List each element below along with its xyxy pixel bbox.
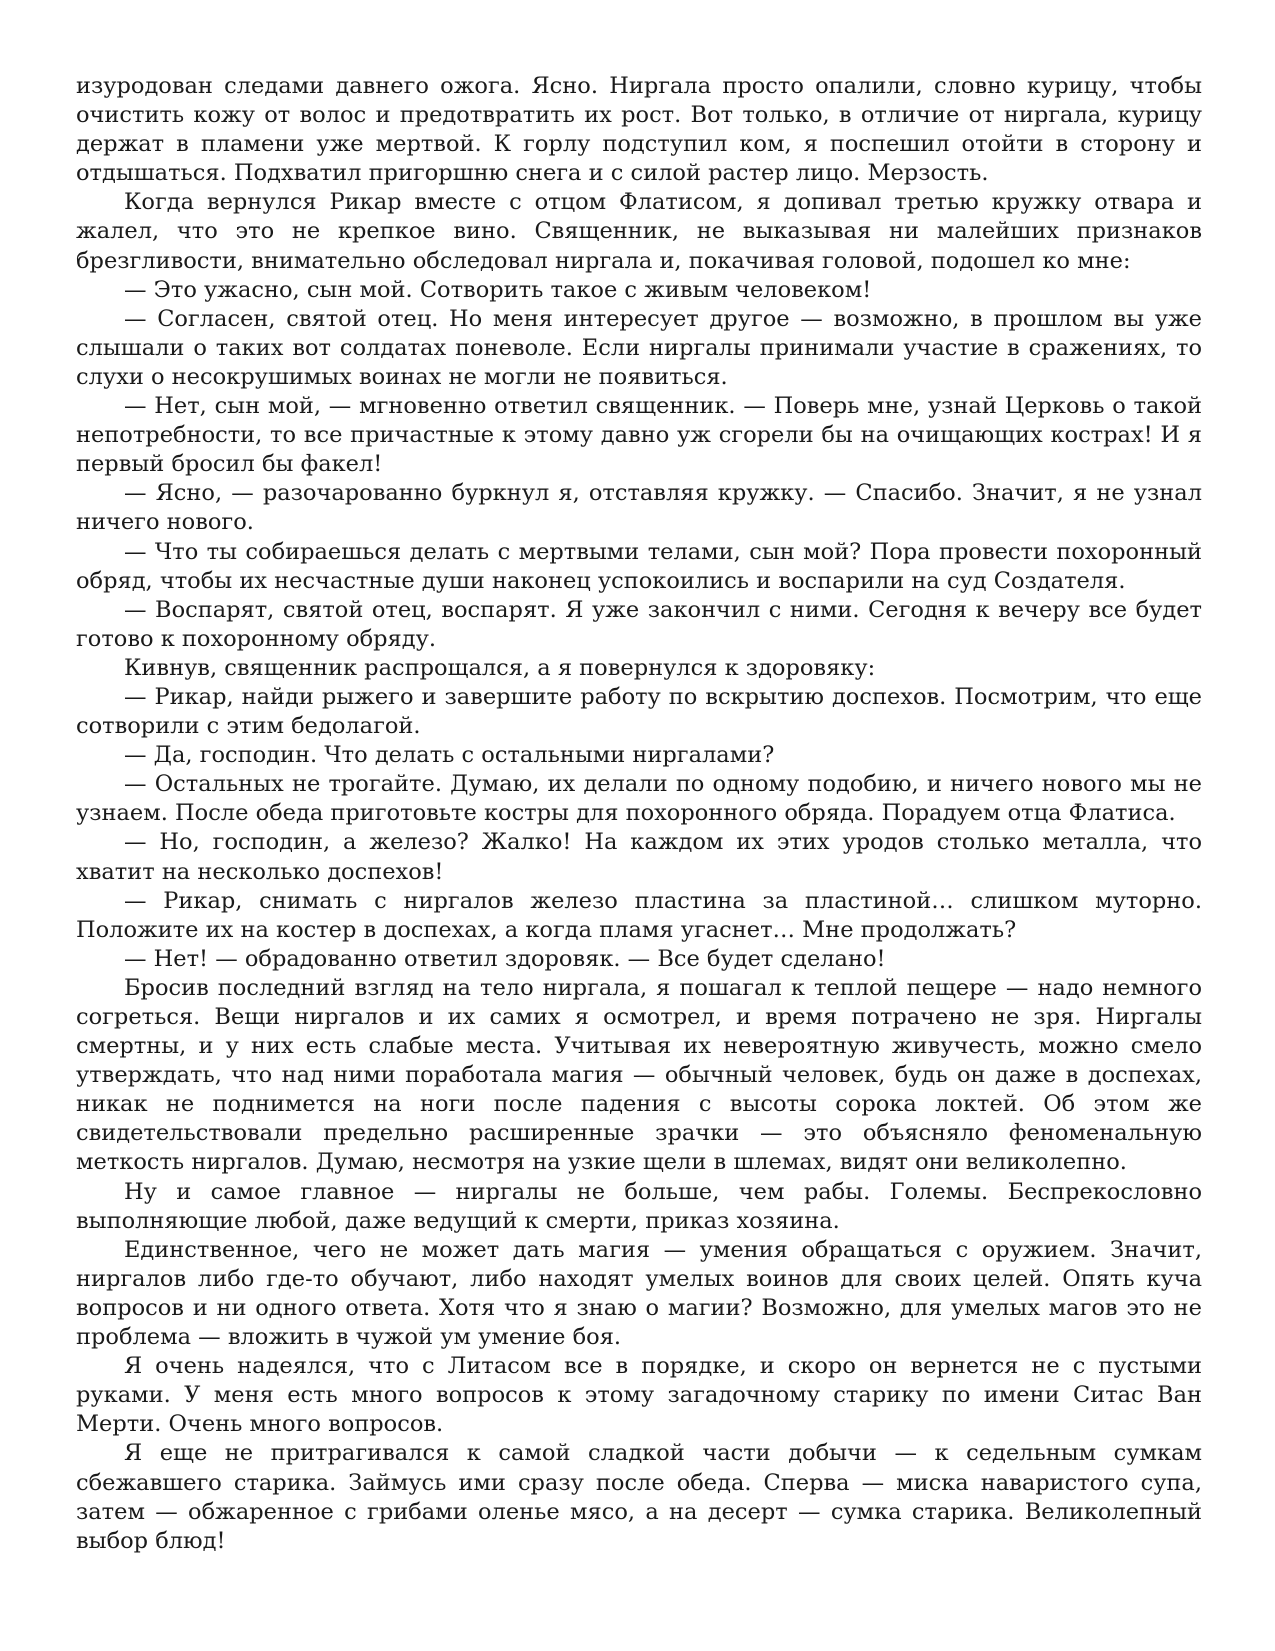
paragraph: Кивнув, священник распрощался, а я повернулся к здоровяку: bbox=[124, 654, 876, 681]
dialogue-line: — Рикар, найди рыжего и завершите работу по вскрытию доспехов. Посмотрим, что еще сотворили с этим бедолагой. bbox=[76, 683, 1202, 740]
dialogue-line: — Что ты собираешься делать с мертвыми телами, сын мой? Пора провести похоронный обряд, чтобы их несчастные души наконец успокоились и воспарили на суд Создателя. bbox=[76, 538, 1202, 594]
paragraph: Я еще не притрагивался к самой сладкой части добычи — к седельным сумкам сбежавшего старика. Займусь ими сразу после обеда. Сперва — миска наваристого супа, затем — обжаренное с грибами оленье мясо, а на десерт — сумка старика. Великолепный выбор блюд! bbox=[76, 1440, 1202, 1554]
dialogue-line: — Ясно, — разочарованно буркнул я, отставляя кружку. — Спасибо. Значит, я не узнал ничего нового. bbox=[76, 480, 1202, 536]
paragraph: Ну и самое главное — ниргалы не больше, чем рабы. Големы. Беспрекословно выполняющие любой, даже ведущий к смерти, приказ хозяина. bbox=[76, 1178, 1202, 1234]
paragraph: Когда вернулся Рикар вместе с отцом Флатисом, я допивал третью кружку отвара и жалел, что это не крепкое вино. Священник, не выказывая ни малейших признаков брезгливости, внимательно обследовал ниргала и, покачивая головой, подошел ко мне: bbox=[76, 189, 1202, 274]
page-body bbox=[76, 72, 1202, 1556]
dialogue-line: — Остальных не трогайте. Думаю, их делали по одному подобию, и ничего нового мы не узнаем. После обеда приготовьте костры для похоронного обряда. Порадуем отца Флатиса. bbox=[76, 771, 1202, 827]
dialogue-line: — Воспарят, святой отец, воспарят. Я уже закончил с ними. Сегодня к вечеру все будет готово к похоронному обряду. bbox=[76, 596, 1202, 652]
paragraph: Единственное, чего не может дать магия — умения обращаться с оружием. Значит, ниргалов либо где-то обучают, либо находят умелых воинов для своих целей. Опять куча вопросов и ни одного ответа. Хотя что я знаю о магии? Возможно, для умелых магов это не проблема — вложить в чужой ум умение боя. bbox=[76, 1236, 1202, 1351]
dialogue-line: — Нет, сын мой, — мгновенно ответил священник. — Поверь мне, узнай Церковь о такой непотребности, то все причастные к этому давно уж сгорели бы на очищающих кострах! И я первый бросил бы факел! bbox=[76, 393, 1202, 478]
dialogue-line: — Это ужасно, сын мой. Сотворить такое с живым человеком! bbox=[124, 276, 872, 303]
dialogue-line: — Но, господин, а железо? Жалко! На каждом их этих уродов столько металла, что хватит на несколько доспехов! bbox=[76, 829, 1202, 885]
paragraph-continued: изуродован следами давнего ожога. Ясно. Ниргала просто опалили, словно курицу, чтобы очистить кожу от волос и предотвратить их рост. Вот только, в отличие от ниргала, курицу держат в пламени уже мертвой. К горлу подступил ком, я поспешил отойти в сторону и отдышаться. Подхватил пригоршню снега и с силой растер лицо. Мерзость. bbox=[76, 73, 1202, 187]
dialogue-line: — Согласен, святой отец. Но меня интересует другое — возможно, в прошлом вы уже слышали о таких вот солдатах поневоле. Если ниргалы принимали участие в сражениях, то слухи о несокрушимых воинах не могли не появиться. bbox=[76, 305, 1202, 390]
paragraph: Я очень надеялся, что с Литасом все в порядке, и скоро он вернется не с пустыми руками. У меня есть много вопросов к этому загадочному старику по имени Ситас Ван Мерти. Очень много вопросов. bbox=[76, 1353, 1202, 1438]
dialogue-line: — Рикар, снимать с ниргалов железо пластина за пластиной… слишком муторно. Положите их на костер в доспехах, а когда пламя угаснет… Мне продолжать? bbox=[76, 887, 1202, 943]
dialogue-line: — Нет! — обрадованно ответил здоровяк. — Все будет сделано! bbox=[124, 945, 886, 972]
dialogue-line: — Да, господин. Что делать с остальными ниргалами? bbox=[124, 742, 775, 769]
paragraph: Бросив последний взгляд на тело ниргала, я пошагал к теплой пещере — надо немного согреться. Вещи ниргалов и их самих я осмотрел, и время потрачено не зря. Ниргалы смертны, и у них есть слабые места. Учитывая их невероятную живучесть, можно смело утверждать, что над ними поработала магия — обычный человек, будь он даже в доспехах, никак не поднимется на ноги после падения с высоты сорока локтей. Об этом же свидетельствовали предельно расширенные зрачки — это объясняло феноменальную меткость ниргалов. Думаю, несмотря на узкие щели в шлемах, видят они великолепно. bbox=[76, 974, 1202, 1176]
